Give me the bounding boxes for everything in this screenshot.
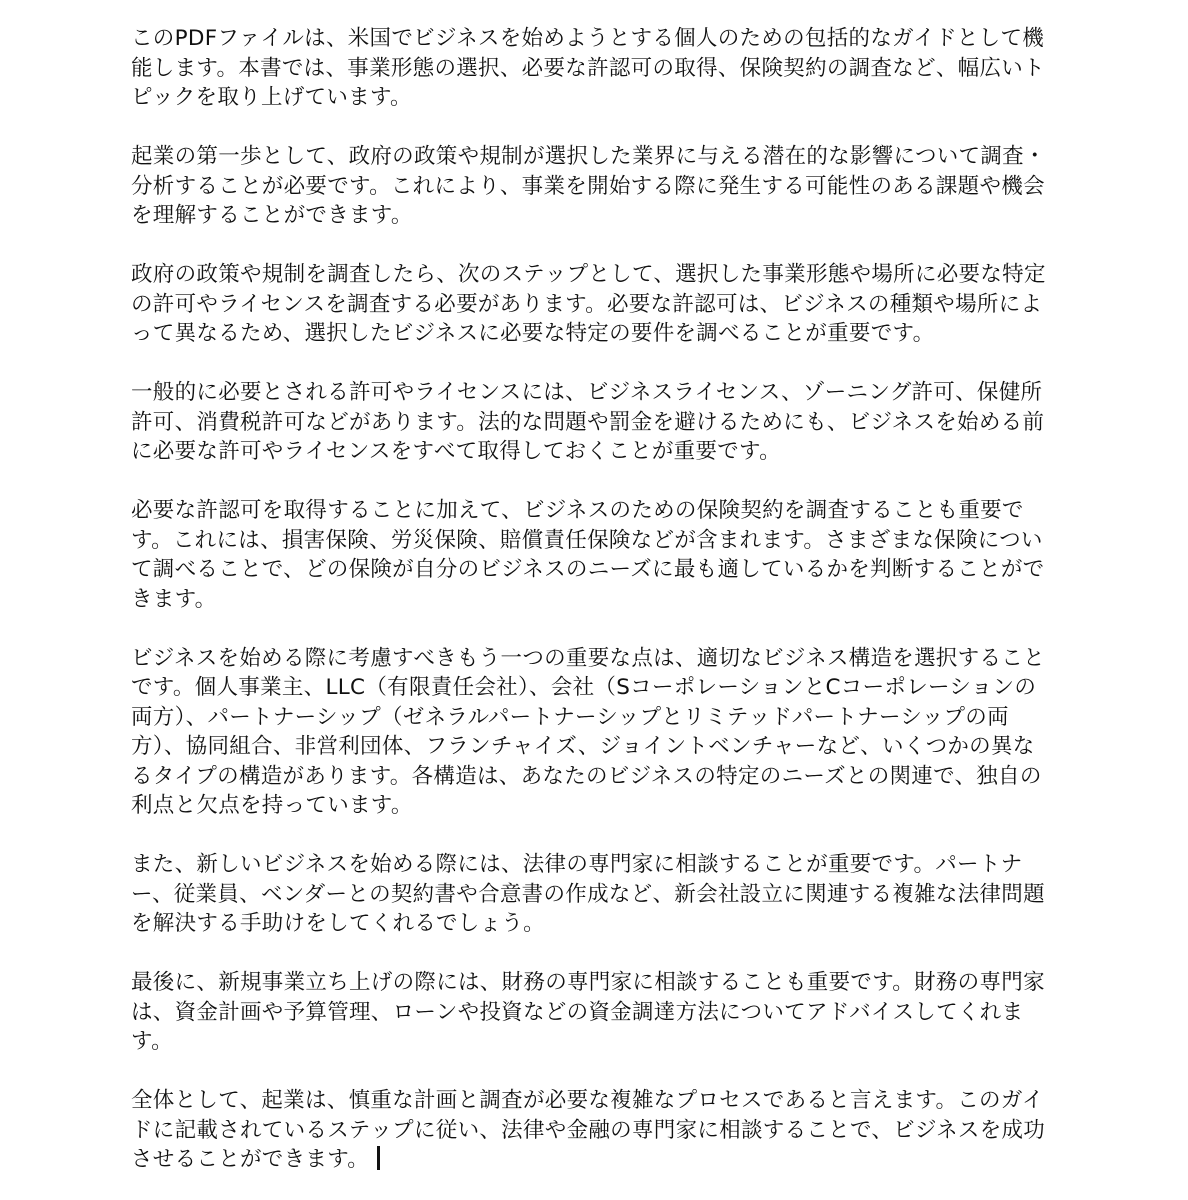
paragraph-business-structure: ビジネスを始める際に考慮すべきもう一つの重要な点は、適切なビジネス構造を選択することです。個人事業主、LLC（有限責任会社）、会社（SコーポレーションとCコーポレーションの両方）、パートナーシップ（ゼネラルパートナーシップとリミテッドパートナーシップの両方）、協同組合、非営利団体、フランチャイズ、ジョイントベンチャーなど、いくつかの異なるタイプの構造があります。各構造は、あなたのビジネスの特定のニーズとの関連で、独自の利点と欠点を持っています。 — [131, 645, 1045, 818]
paragraph-intro: このPDFファイルは、米国でビジネスを始めようとする個人のための包括的なガイドとして機能します。本書では、事業形態の選択、必要な許認可の取得、保険契約の調査など、幅広いトピックを取り上げています。 — [131, 26, 1045, 110]
paragraph-first-step: 起業の第一歩として、政府の政策や規制が選択した業界に与える潜在的な影響について調査・分析することが必要です。これにより、事業を開始する際に発生する可能性のある課題や機会を理解することができます。 — [131, 144, 1046, 228]
paragraph-legal-expert: また、新しいビジネスを始める際には、法律の専門家に相談することが重要です。パートナー、従業員、ベンダーとの契約書や合意書の作成など、新会社設立に関連する複雑な法律問題を解決する手助けをしてくれるでしょう。 — [131, 852, 1045, 936]
document-body[interactable] — [131, 24, 1051, 1175]
paragraph-common-licenses: 一般的に必要とされる許可やライセンスには、ビジネスライセンス、ゾーニング許可、保健所許可、消費税許可などがあります。法的な問題や罰金を避けるためにも、ビジネスを始める前に必要な許可やライセンスをすべて取得しておくことが重要です。 — [131, 380, 1045, 464]
text-cursor — [377, 1146, 380, 1170]
paragraph-permits-research: 政府の政策や規制を調査したら、次のステップとして、選択した事業形態や場所に必要な特定の許可やライセンスを調査する必要があります。必要な許認可は、ビジネスの種類や場所によって異なるため、選択したビジネスに必要な特定の要件を調べることが重要です。 — [131, 262, 1046, 346]
paragraph-conclusion-text: 全体として、起業は、慎重な計画と調査が必要な複雑なプロセスであると言えます。このガイドに記載されているステップに従い、法律や金融の専門家に相談することで、ビジネスを成功させることができます。 — [131, 1088, 1046, 1172]
paragraph-financial-expert: 最後に、新規事業立ち上げの際には、財務の専門家に相談することも重要です。財務の専門家は、資金計画や予算管理、ローンや投資などの資金調達方法についてアドバイスしてくれます。 — [131, 970, 1045, 1054]
paragraph-conclusion — [131, 1086, 1051, 1175]
paragraph-insurance: 必要な許認可を取得することに加えて、ビジネスのための保険契約を調査することも重要です。これには、損害保険、労災保険、賠償責任保険などが含まれます。さまざまな保険について調べることで、どの保険が自分のビジネスのニーズに最も適しているかを判断することができます。 — [131, 498, 1045, 612]
